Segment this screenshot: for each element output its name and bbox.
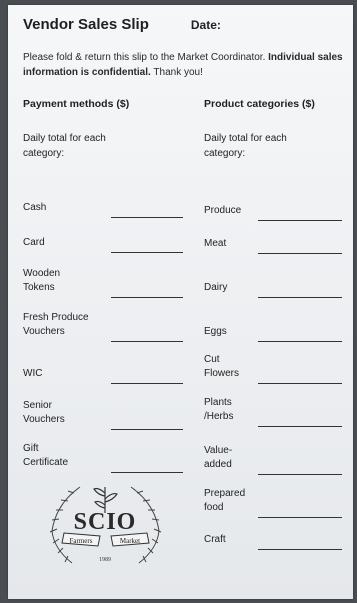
payment-methods-heading: Payment methods ($): [23, 98, 130, 110]
product-categories-heading: Product categories ($): [204, 98, 315, 110]
payment-amount-line[interactable]: [111, 217, 183, 218]
logo-market-text: Market: [119, 537, 141, 545]
logo-year-text: 1989: [99, 557, 111, 563]
product-amount-line[interactable]: [258, 517, 342, 518]
scio-farmers-market-logo: [38, 479, 173, 571]
payment-field-label: WIC: [23, 368, 43, 379]
product-field-row: [204, 237, 342, 269]
product-field-label: Meat: [204, 238, 227, 249]
product-field-row: [204, 444, 342, 476]
logo-farmers-text: Farmers: [69, 537, 93, 545]
product-amount-line[interactable]: [258, 383, 342, 384]
payment-daily-note: Daily total for each category:: [23, 133, 106, 159]
instructions-thanks: Thank you!: [150, 67, 203, 78]
product-amount-line[interactable]: [258, 341, 342, 342]
payment-field-row: [23, 442, 183, 474]
instructions-bold: Individual sales information is confidential.: [23, 52, 343, 78]
product-field-label: Produce: [204, 205, 242, 216]
payment-field-row: [23, 311, 183, 343]
payment-field-label: Wooden Tokens: [23, 268, 61, 293]
product-amount-line[interactable]: [258, 474, 342, 475]
payment-amount-line[interactable]: [111, 252, 183, 253]
instructions-plain: Please fold & return this slip to the Market Coordinator.: [23, 52, 269, 63]
payment-field-row: [23, 267, 183, 299]
title-row: [23, 16, 221, 33]
product-field-row: [204, 281, 342, 313]
product-field-label: Value- added: [204, 445, 233, 470]
payment-field-label: Card: [23, 237, 45, 248]
product-amount-line[interactable]: [258, 253, 342, 254]
payment-amount-line[interactable]: [111, 383, 183, 384]
product-field-row: [204, 396, 342, 428]
product-amount-line[interactable]: [258, 220, 342, 221]
payment-field-label: Gift Certificate: [23, 443, 69, 468]
slip-title: Vendor Sales Slip: [23, 16, 149, 33]
logo-main-text: SCIO: [73, 509, 137, 535]
payment-field-row: [23, 399, 183, 431]
product-field-row: [204, 353, 342, 385]
product-field-row: [204, 533, 342, 565]
product-field-label: Craft: [204, 534, 226, 545]
payment-field-label: Fresh Produce Vouchers: [23, 312, 89, 337]
product-field-label: Prepared food: [204, 488, 246, 513]
payment-field-label: Senior Vouchers: [23, 400, 65, 425]
product-field-label: Plants /Herbs: [204, 397, 234, 422]
payment-field-row: [23, 201, 183, 233]
product-field-label: Dairy: [204, 282, 228, 293]
payment-amount-line[interactable]: [111, 472, 183, 473]
product-field-label: Eggs: [204, 326, 227, 337]
sales-slip-paper: [8, 5, 353, 599]
product-amount-line[interactable]: [258, 426, 342, 427]
payment-field-row: [23, 367, 183, 399]
product-field-label: Cut Flowers: [204, 354, 240, 379]
payment-amount-line[interactable]: [111, 429, 183, 430]
payment-field-label: Cash: [23, 202, 47, 213]
product-field-row: [204, 487, 342, 519]
payment-field-row: [23, 236, 183, 268]
instructions-text: [23, 50, 353, 80]
product-amount-line[interactable]: [258, 549, 342, 550]
payment-amount-line[interactable]: [111, 297, 183, 298]
product-field-row: [204, 204, 342, 236]
product-amount-line[interactable]: [258, 297, 342, 298]
payment-amount-line[interactable]: [111, 341, 183, 342]
date-label: Date:: [190, 18, 221, 32]
product-daily-note: Daily total for each category:: [204, 133, 287, 159]
